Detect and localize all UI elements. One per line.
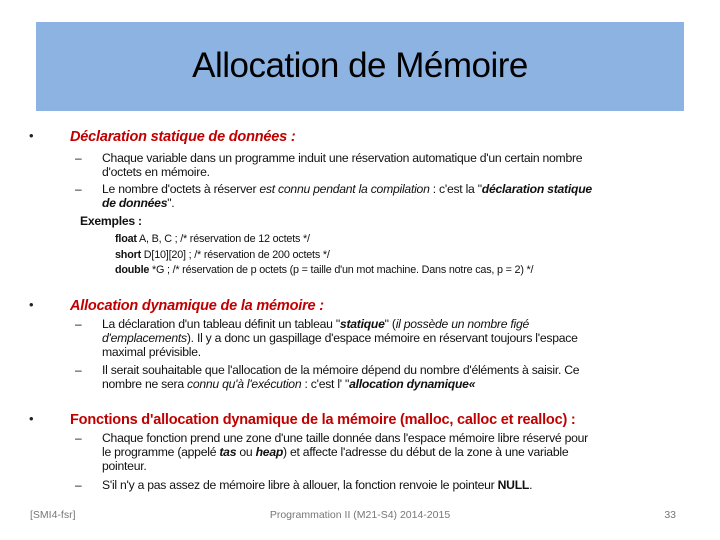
footer-center: Programmation II (M21-S4) 2014-2015 [269,509,451,521]
bullet-icon: • [29,411,34,426]
text-segment: Chaque variable dans un programme induit une réservation automatique d'un certain nombre [102,151,583,165]
body-line [102,445,568,459]
text-segment: maximal prévisible. [102,345,201,359]
text-segment: ou [236,445,256,459]
body-line [102,317,529,331]
text-segment: *G ; /* réservation de p octets (p = taille d'un mot machine. Dans notre cas, p = 2) */ [149,264,534,276]
text-segment: double [115,264,150,276]
section-heading: Fonctions d'allocation dynamique de la mémoire (malloc, calloc et realloc) : [70,412,576,428]
body-line [102,345,201,359]
text-segment: connu qu'à l'exécution [187,377,302,391]
title-banner [36,22,684,111]
body-line [102,363,579,377]
text-segment: d'emplacements [102,331,187,345]
text-segment: Chaque fonction prend une zone d'une taille donnée dans l'espace mémoire libre réservé pour [102,431,588,445]
dash-icon: – [75,478,82,492]
text-segment: Le nombre d'octets à réserver [102,182,260,196]
body-line [102,459,147,473]
text-segment: NULL [497,478,530,492]
body-line [102,331,578,345]
text-segment: ) et affecte l'adresse du début de la zone à une variable [283,445,569,459]
text-segment: pointeur. [102,459,147,473]
text-segment: ". [167,196,175,210]
text-segment: statique [339,317,385,331]
slide-title: Allocation de Mémoire [192,46,528,85]
text-segment: : c'est la " [429,182,482,196]
text-segment: Il serait souhaitable que l'allocation de la mémoire dépend du nombre d'éléments à saisir. Ce [102,363,580,377]
text-segment: " ( [384,317,396,331]
dash-icon: – [75,317,82,331]
text-segment: . [529,478,533,492]
bullet-icon: • [29,128,34,143]
text-segment: nombre ne sera [102,377,187,391]
body-line [102,196,174,210]
text-segment: : c'est l' " [301,377,350,391]
text-segment: de données [102,196,168,210]
slide-number: 33 [664,509,676,521]
dash-icon: – [75,182,82,196]
text-segment: tas [219,445,237,459]
body-line [102,377,475,391]
dash-icon: – [75,431,82,445]
bullet-icon: • [29,297,34,312]
body-line [102,431,588,445]
dash-icon: – [75,151,82,165]
dash-icon: – [75,363,82,377]
text-segment: ). Il y a donc un gaspillage d'espace mémoire en réservant toujours l'espace [186,331,578,345]
text-segment: A, B, C ; /* réservation de 12 octets */ [136,233,310,245]
text-segment: déclaration statique [481,182,592,196]
code-example [115,232,310,246]
text-segment: il possède un nombre figé [395,317,530,331]
text-segment: D[10][20] ; /* réservation de 200 octets */ [141,249,330,261]
text-segment: le programme (appelé [102,445,220,459]
code-example [115,248,330,262]
body-line [102,165,210,179]
text-segment: est connu pendant la compilation [259,182,430,196]
text-segment: short [115,249,141,261]
text-segment: heap [255,445,284,459]
text-segment: float [115,233,137,245]
text-segment: allocation dynamique« [349,377,476,391]
examples-label: Exemples : [80,214,142,228]
section-heading: Déclaration statique de données : [70,129,296,145]
section-heading: Allocation dynamique de la mémoire : [70,298,324,314]
text-segment: S'il n'y a pas assez de mémoire libre à allouer, la fonction renvoie le pointeur [102,478,498,492]
body-line [102,182,592,196]
text-segment: La déclaration d'un tableau définit un tableau " [102,317,340,331]
body-line [102,151,582,165]
code-example [115,263,533,277]
text-segment: d'octets en mémoire. [102,165,210,179]
footer-left: [SMI4-fsr] [30,509,76,521]
body-line [102,478,532,492]
